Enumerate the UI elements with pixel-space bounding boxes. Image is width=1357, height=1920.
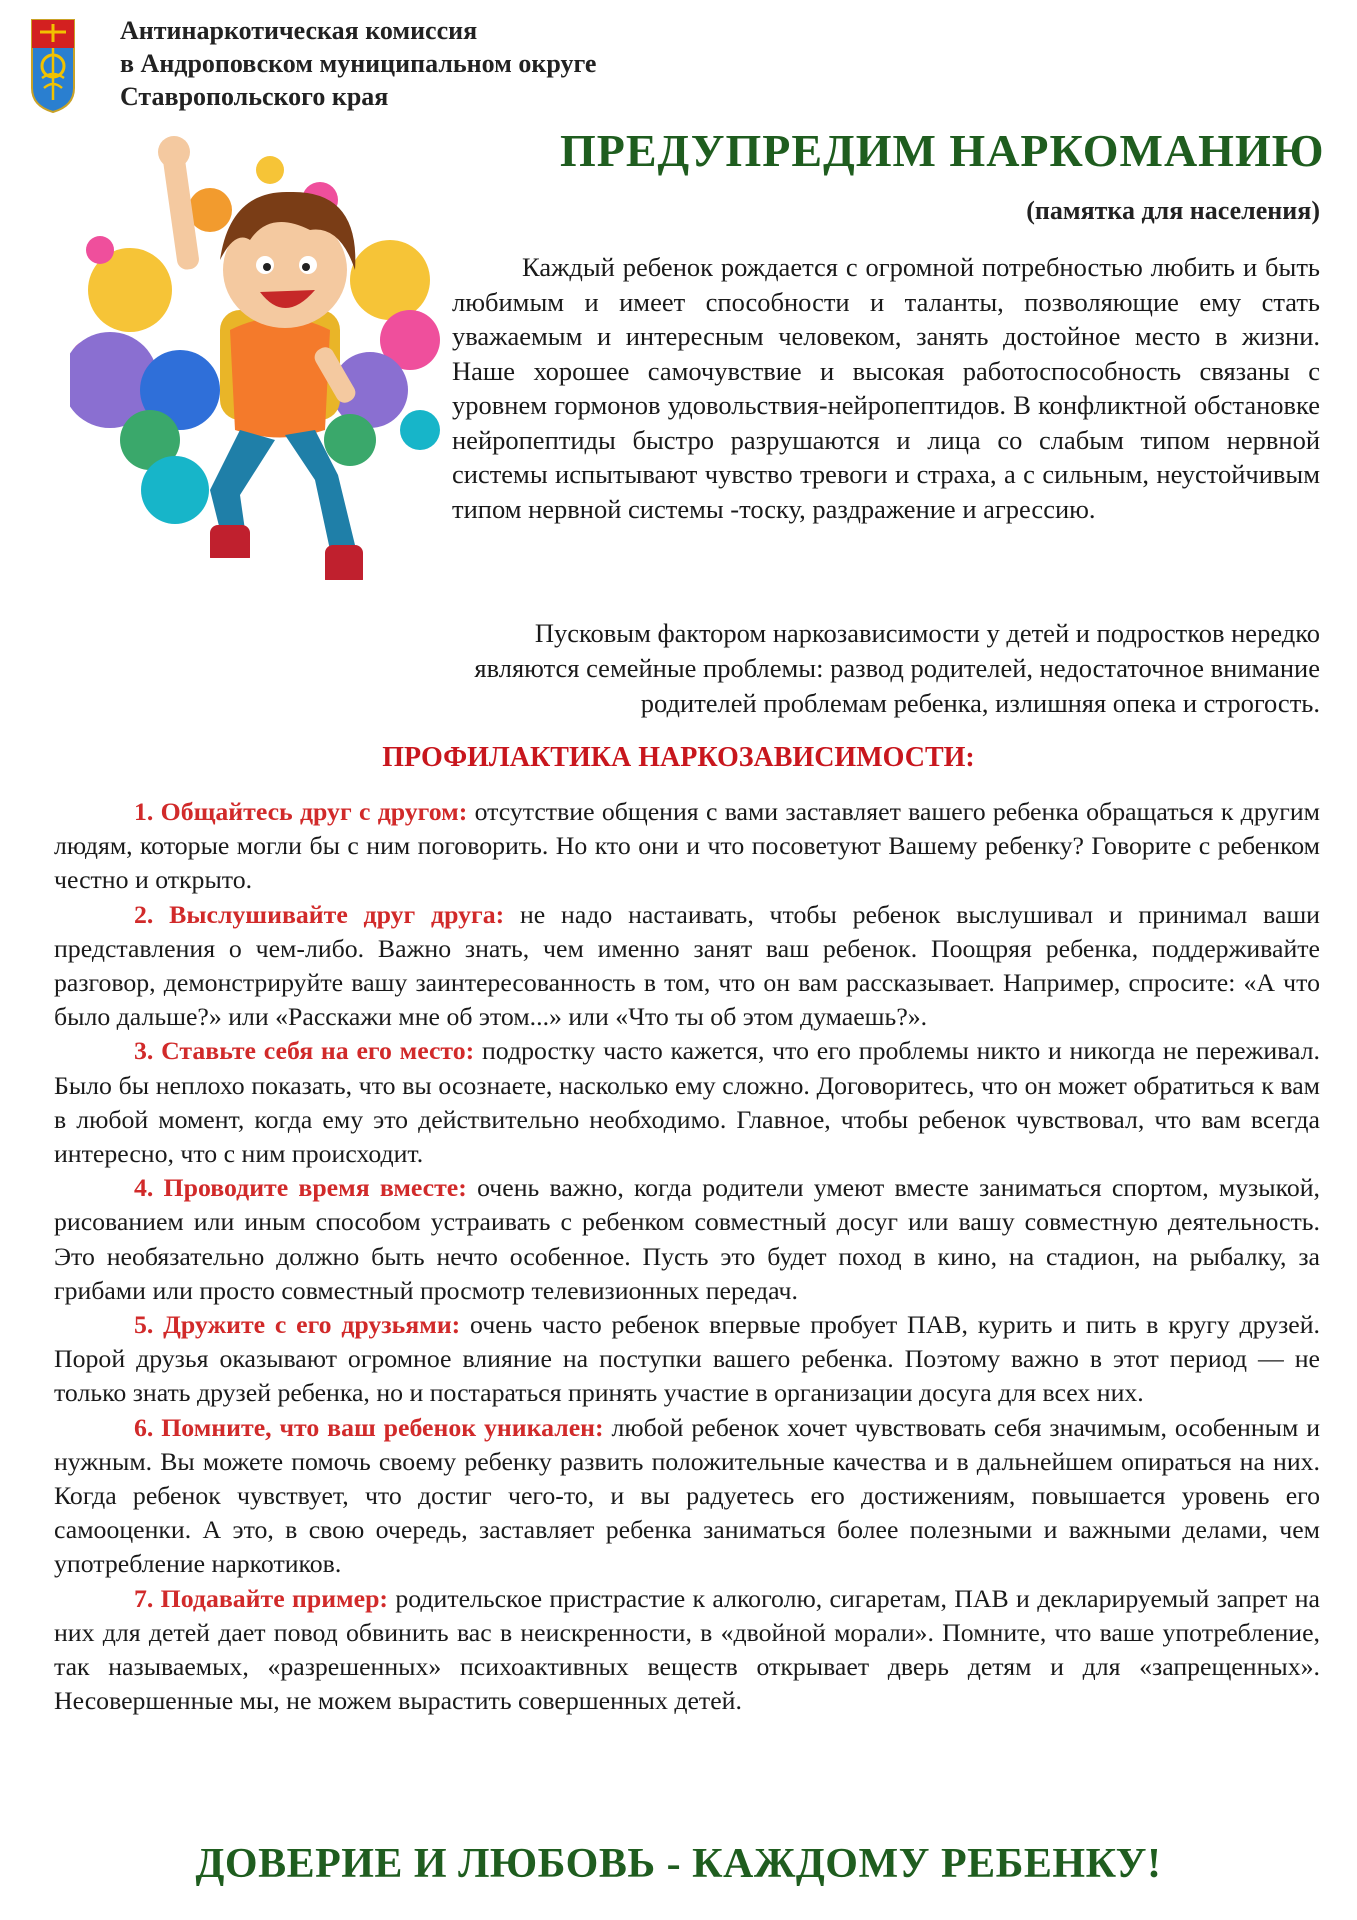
tip-text: любой ребенок хочет чувствовать себя значимым, особенным и нужным. Вы можете помочь своему ребенку развить положительные качества и в дальнейшем опираться на них. Когда ребенок чувствует, что достиг чего-то, и вы радуетесь его достижениям, повышается уровень его самооценки. А это, в свою очередь, заставляет ребенка заниматься более полезными и важными делами, чем употребление наркотиков. [54, 1412, 1320, 1579]
tip-heading: 6. Помните, что ваш ребенок уникален: [134, 1412, 604, 1442]
tip-heading: 1. Общайтесь друг с другом: [134, 797, 468, 826]
tip-item [54, 1034, 1320, 1171]
trigger-paragraph [320, 616, 1320, 721]
trigger-line: родителей проблемам ребенка, излишняя опека и строгость. [640, 688, 1320, 718]
page-title: ПРЕДУПРЕДИМ НАРКОМАНИЮ [560, 125, 1325, 176]
header [30, 14, 730, 114]
jumping-boy-illustration [70, 130, 450, 600]
section-title: ПРОФИЛАКТИКА НАРКОЗАВИСИМОСТИ: [382, 742, 975, 773]
org-line-2: в Андроповском муниципальном округе [120, 49, 597, 78]
tips-list [54, 795, 1320, 1718]
tip-heading: 4. Проводите время вместе: [134, 1173, 467, 1203]
tip-heading: 3. Ставьте себя на его место: [134, 1036, 475, 1066]
page-subtitle: (памятка для населения) [1026, 196, 1320, 225]
tip-text: подростку часто кажется, что его проблемы никто и никогда не переживал. Было бы неплохо показать, что вы осознаете, насколько ему сложно. Договоритесь, что он может обратиться к вам в любой момент, когда ему это действительно необходимо. Главное, чтобы ребенок чувствовал, что вам всегда интересно, что с ним происходит. [54, 1036, 1321, 1169]
org-line-3: Ставропольского края [120, 82, 389, 111]
tip-item [54, 1411, 1320, 1582]
tip-item [54, 898, 1320, 1035]
tip-text: не надо настаивать, чтобы ребенок выслушивал и принимал ваши представления о чем-либо. Важно знать, чем именно занят ваш ребенок. Поощряя ребенка, поддерживайте разговор, демонстрируйте вашу заинтересованность в том, что он вам рассказывает. Например, спросите: «А что было дальше?» или «Расскажи мне об этом...» или «Что ты об этом думаешь?». [54, 899, 1320, 1032]
tip-heading: 5. Дружите с его друзьями: [134, 1310, 461, 1340]
tip-item [54, 1582, 1320, 1719]
org-line-1: Антинаркотическая комиссия [120, 16, 478, 45]
tip-item [54, 795, 1320, 898]
trigger-line: Пусковым фактором наркозависимости у детей и подростков нередко [534, 618, 1320, 648]
tip-heading: 7. Подавайте пример: [134, 1583, 389, 1613]
tip-item [54, 1308, 1320, 1411]
tip-heading: 2. Выслушивайте друг друга: [134, 899, 505, 929]
trigger-line: являются семейные проблемы: развод родителей, недостаточное внимание [474, 653, 1320, 683]
coat-of-arms-icon [30, 18, 76, 114]
intro-paragraph: Каждый ребенок рождается с огромной потребностью любить и быть любимым и имеет способности и таланты, позволяющие ему стать уважаемым и интересным человеком, занять достойное место в жизни. Наше хорошее самочувствие и высокая работоспособность связаны с уровнем гормонов удовольствия-нейропептидов. В конфликтной обстановке нейропептиды быстро разрушаются и лица со слабым типом нервной системы испытывают чувство тревоги и страха, а с сильным, неустойчивым типом нервной системы -тоску, раздражение и агрессию. [452, 252, 1320, 524]
tip-text: отсутствие общения с вами заставляет вашего ребенка обращаться к другим людям, которые могли бы с ним поговорить. Но кто они и что посоветуют Вашему ребенку? Говорите с ребенком честно и открыто. [54, 797, 1320, 895]
tip-text: очень часто ребенок впервые пробует ПАВ, курить и пить в кругу друзей. Порой друзья оказывают огромное влияние на поступки вашего ребенка. Поэтому важно в этот период — не только знать друзей ребенка, но и постараться принять участие в организации досуга для всех них. [54, 1310, 1320, 1408]
closing-slogan: ДОВЕРИЕ И ЛЮБОВЬ - КАЖДОМУ РЕБЕНКУ! [195, 1841, 1162, 1887]
tip-text: очень важно, когда родители умеют вместе заниматься спортом, музыкой, рисованием или иным способом устраивать с ребенком совместный досуг или вашу совместную деятельность. Это необязательно должно быть нечто особенное. Пусть это будет поход в кино, на стадион, на рыбалку, за грибами или просто совместный просмотр телевизионных передач. [54, 1173, 1321, 1305]
tip-text: родительское пристрастие к алкоголю, сигаретам, ПАВ и декларируемый запрет на них для детей дает повод обвинить вас в неискренности, в «двойной морали». Помните, что ваше употребление, так называемых, «разрешенных» психоактивных веществ открывает дверь детям и для «запрещенных». Несовершенные мы, не можем вырастить совершенных детей. [54, 1583, 1320, 1716]
organization-name [120, 14, 596, 113]
tip-item [54, 1171, 1320, 1308]
